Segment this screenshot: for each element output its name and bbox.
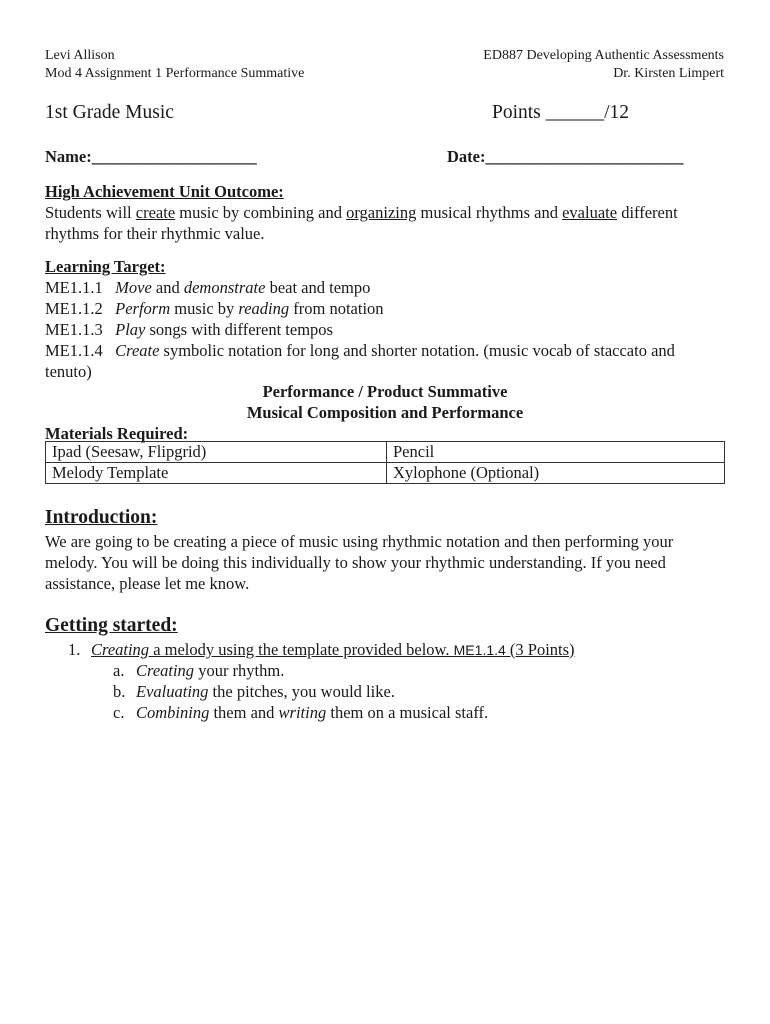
- outcome-keyword-evaluate: evaluate: [562, 203, 618, 222]
- target-text: and: [151, 278, 184, 297]
- getting-started-heading: Getting started:: [45, 615, 178, 636]
- target-text: from notation: [289, 299, 384, 318]
- points-field: Points ______/12: [492, 102, 630, 123]
- target-continuation: tenuto): [45, 362, 92, 381]
- target-code: ME1.1.2: [45, 299, 103, 318]
- name-field: Name:____________________: [45, 147, 257, 166]
- date-field: Date:________________________: [447, 147, 684, 166]
- introduction-heading: Introduction:: [45, 507, 158, 528]
- intro-line: assistance, please let me know.: [45, 574, 250, 593]
- table-row: [46, 463, 725, 484]
- target-code: ME1.1.3: [45, 320, 103, 339]
- outcome-text: different: [617, 203, 678, 222]
- target-item: [45, 277, 370, 298]
- step-standard-code: ME1.1.4: [453, 642, 506, 658]
- materials-heading: Materials Required:: [45, 424, 189, 443]
- sub-step-letter: a.: [113, 661, 125, 680]
- intro-line: melody. You will be doing this individually to show your rhythmic understanding. If you need: [45, 553, 666, 572]
- target-verb: reading: [238, 299, 290, 318]
- outcome-keyword-organizing: organizing: [346, 203, 417, 222]
- step-verb: Creating: [91, 640, 150, 659]
- step-description: a melody using the template provided below.: [149, 640, 454, 659]
- target-item: [45, 340, 675, 361]
- sub-step: [136, 702, 488, 723]
- target-text: beat and tempo: [265, 278, 371, 297]
- target-verb: Move: [115, 278, 152, 297]
- sub-step: [136, 681, 395, 702]
- table-cell: Xylophone (Optional): [387, 463, 725, 484]
- page-title: 1st Grade Music: [45, 102, 174, 123]
- summative-subtitle: Musical Composition and Performance: [246, 403, 524, 422]
- table-cell: Ipad (Seesaw, Flipgrid): [46, 442, 387, 463]
- materials-table: [45, 441, 725, 484]
- intro-line: We are going to be creating a piece of music using rhythmic notation and then performing your: [45, 532, 674, 551]
- outcome-keyword-create: create: [135, 203, 176, 222]
- sub-step-text: them and: [209, 703, 279, 722]
- target-verb: Play: [115, 320, 146, 339]
- learning-target-heading: Learning Target:: [45, 257, 166, 276]
- sub-step-letter: c.: [113, 703, 125, 722]
- assignment-title: Mod 4 Assignment 1 Performance Summative: [45, 66, 305, 81]
- target-text: music by: [170, 299, 239, 318]
- sub-step-text: them on a musical staff.: [326, 703, 489, 722]
- target-verb: Create: [115, 341, 160, 360]
- target-verb: demonstrate: [183, 278, 266, 297]
- target-text: symbolic notation for long and shorter notation. (music vocab of staccato and: [159, 341, 675, 360]
- author-name: Levi Allison: [45, 48, 115, 63]
- target-code: ME1.1.4: [45, 341, 103, 360]
- outcome-text: musical rhythms and: [416, 203, 563, 222]
- outcome-text: Students will: [45, 203, 136, 222]
- target-item: [45, 298, 384, 319]
- sub-step-text: the pitches, you would like.: [208, 682, 395, 701]
- outcome-line-2: rhythms for their rhythmic value.: [45, 224, 265, 243]
- target-verb: Perform: [115, 299, 171, 318]
- instructor-name: Dr. Kirsten Limpert: [613, 66, 724, 81]
- table-row: [46, 442, 725, 463]
- sub-step-verb: Combining: [136, 703, 210, 722]
- outcome-line-1: [45, 202, 678, 223]
- course-title: ED887 Developing Authentic Assessments: [483, 48, 724, 63]
- step-points: (3 Points): [505, 640, 575, 659]
- table-cell: Melody Template: [46, 463, 387, 484]
- sub-step: [136, 660, 284, 681]
- step-number: 1.: [68, 640, 81, 659]
- target-code: ME1.1.1: [45, 278, 103, 297]
- outcome-heading: High Achievement Unit Outcome:: [45, 182, 284, 201]
- target-text: songs with different tempos: [145, 320, 333, 339]
- sub-step-verb: Creating: [136, 661, 195, 680]
- step-text: [91, 639, 575, 661]
- sub-step-letter: b.: [113, 682, 126, 701]
- sub-step-verb: writing: [278, 703, 327, 722]
- outcome-text: music by combining and: [175, 203, 347, 222]
- table-cell: Pencil: [387, 442, 725, 463]
- sub-step-verb: Evaluating: [136, 682, 209, 701]
- target-item: [45, 319, 333, 340]
- summative-title: Performance / Product Summative: [262, 382, 508, 401]
- sub-step-text: your rhythm.: [194, 661, 285, 680]
